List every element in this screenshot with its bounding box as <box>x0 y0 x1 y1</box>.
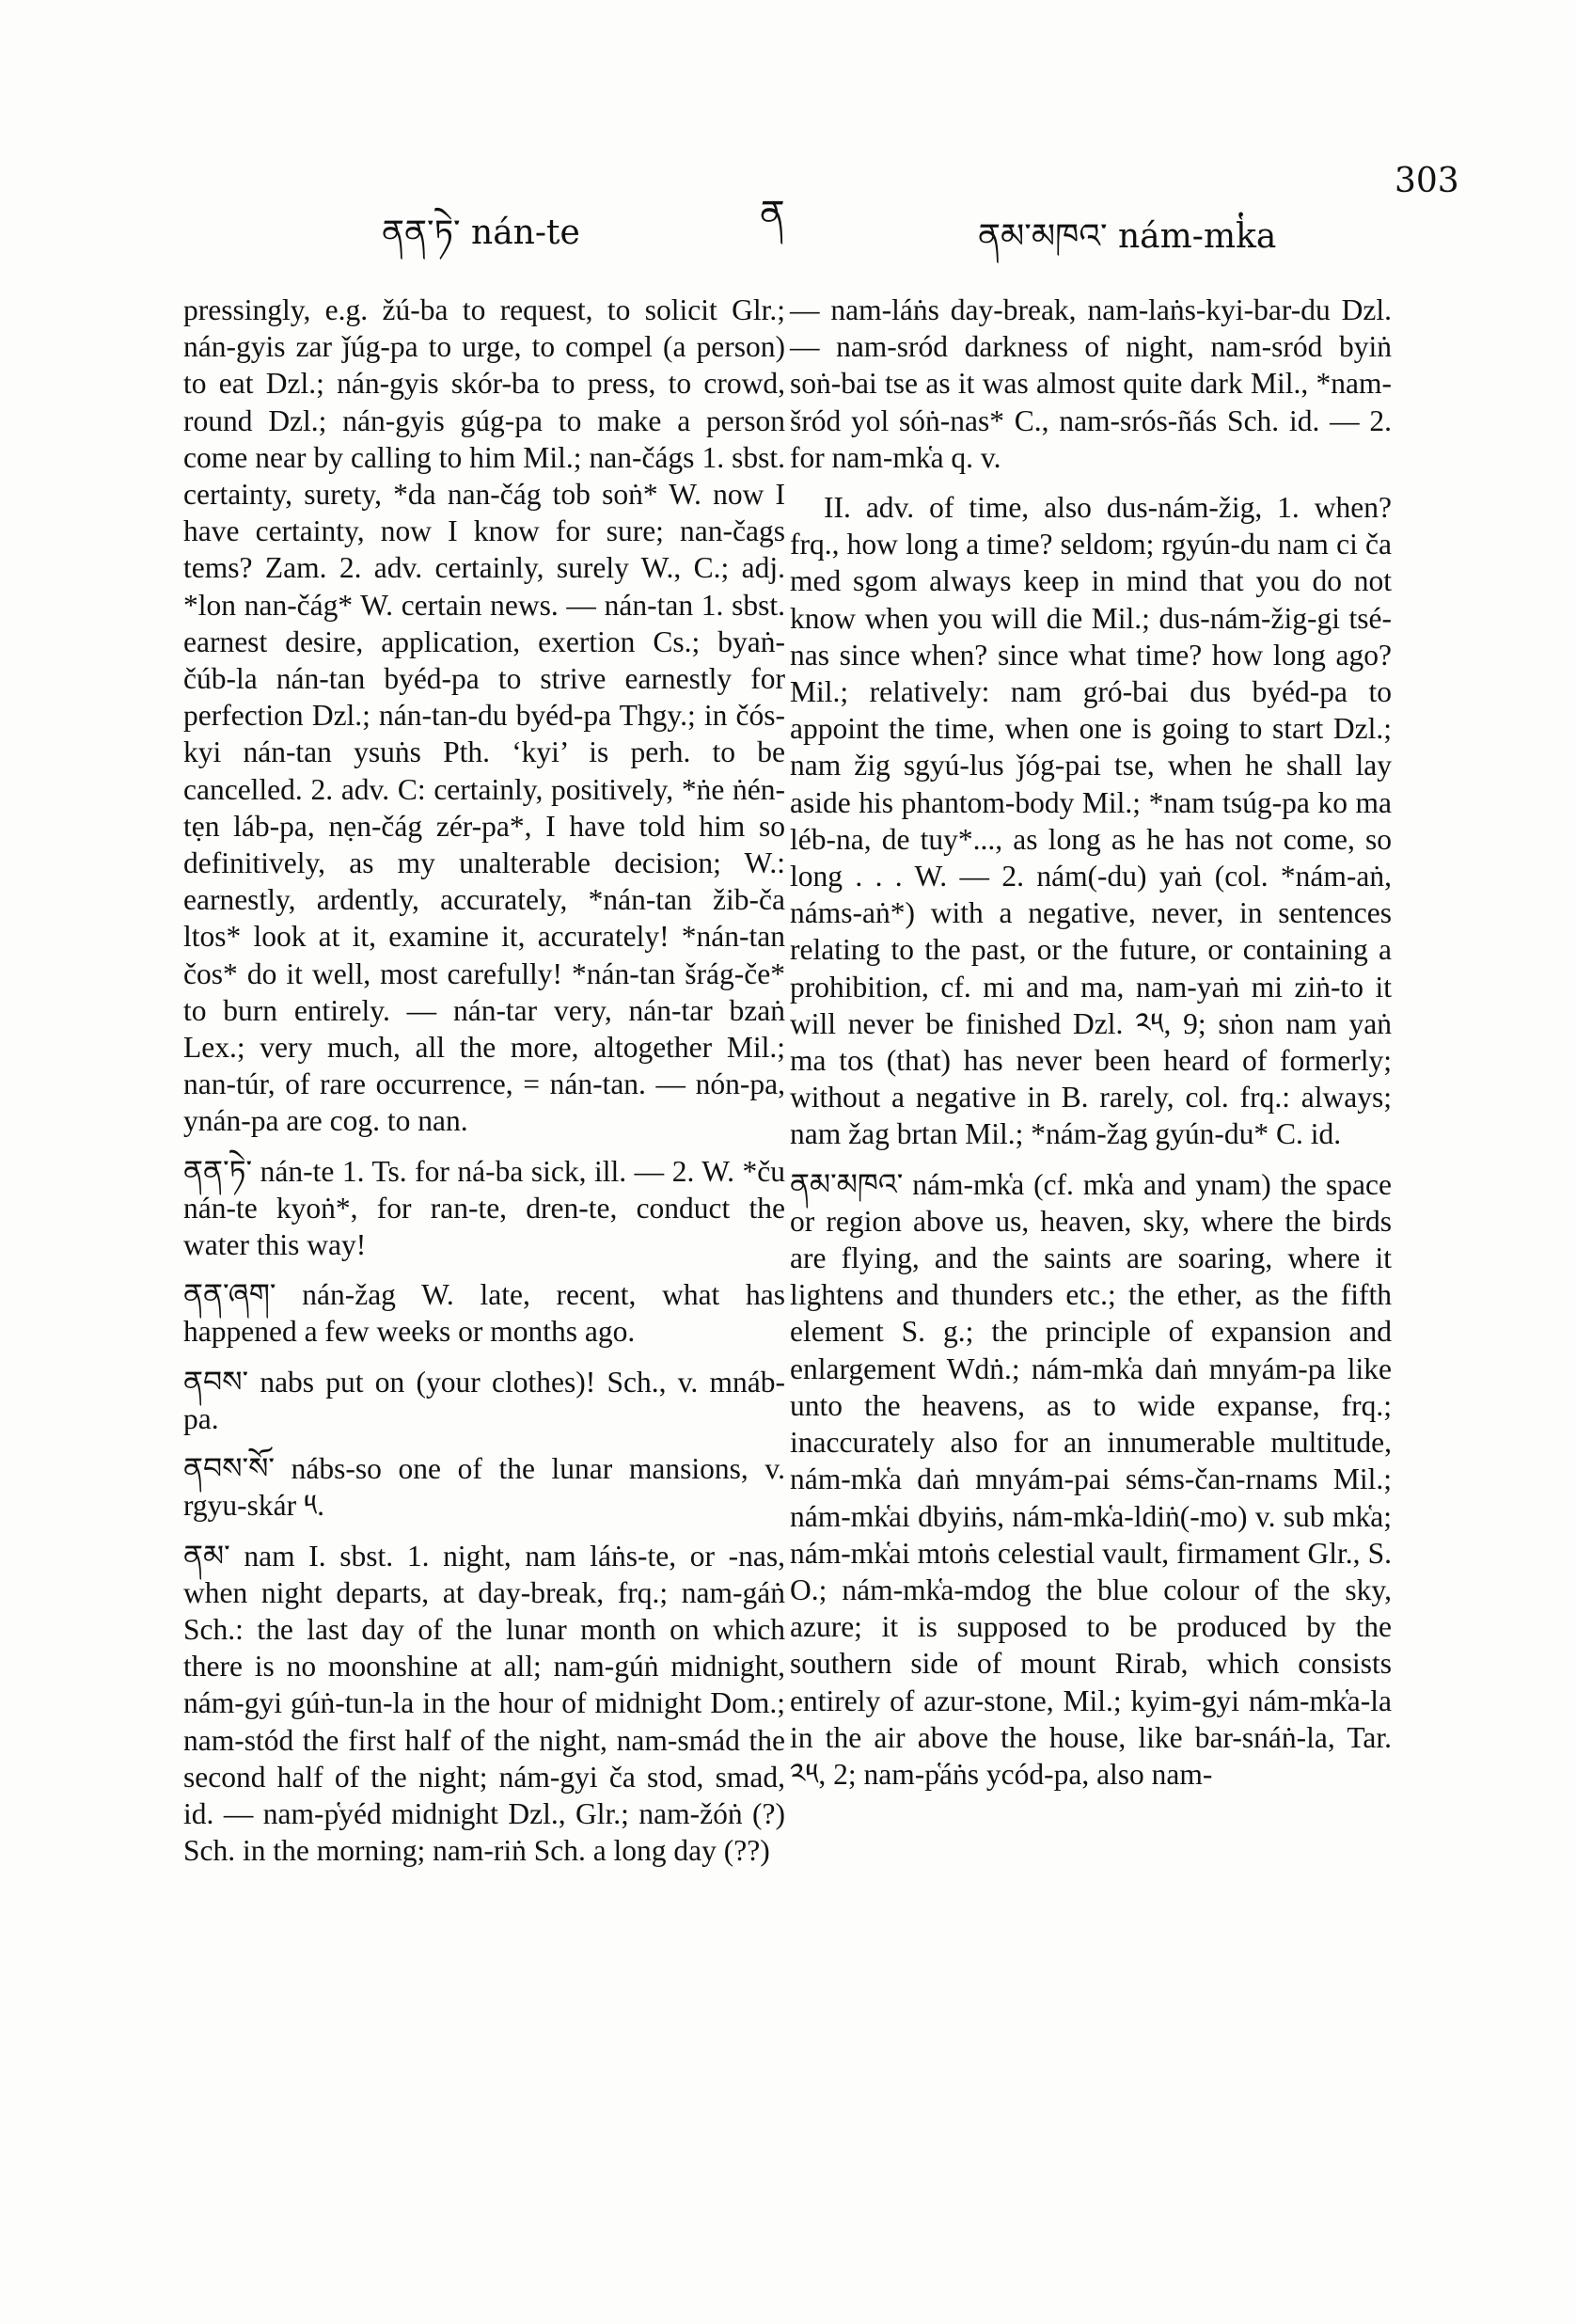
entry-nabs: ནབས་ nabs put on (your clothes)! Sch., v. mnáb-pa. <box>183 1365 785 1435</box>
entry-nam-mkha: ནམ་མཁའ་ nám-mk̔a (cf. mk̔a and ynam) the space or region above us, heaven, sky, where the birds are flying, and the saints are soaring, where it lightens and thunders etc.; the ether, as the fifth element S. g.; the principle of expansion and enlargement Wdṅ.; nám-mk̔a daṅ mnyám-pa like unto the heavens, as to wide expanse, frq.; inaccurately also for an innumerable multitude, nám-mk̔a daṅ mnyám-pai séms-čan-rnams Mil.; nám-mk̔ai dbyiṅs, nám-mk̔a-ldiṅ(-mo) v. sub mk̔a; nám-mk̔ai mtoṅs celestial vault, firmament Glr., S. O.; nám-mk̔a-mdog the blue colour of the sky, azure; it is supposed to be produced by the southern side of mount Rirab, which consists entirely of azur-stone, Mil.; kyim-gyi nám-mk̔a-la in the air above the house, like bar-snáṅ-la, Tar. ༢༥, 2; nam-p̔áṅs ycód-pa, also nam- <box>790 1167 1392 1791</box>
running-head-right: ནམ་མཁའ་ nám-mk̔a <box>978 217 1277 256</box>
entry-nan-zag: ནན་ཞག་ nán-žag W. late, recent, what has happened a few weeks or months ago. <box>183 1278 785 1349</box>
entry-nam-continuation: — nam-láṅs day-break, nam-laṅs-kyi-bar-du Dzl. — nam-sród darkness of night, nam-sród byiṅ soṅ-bai tse as it was almost quite dark Mil., *nam-šród yol sóṅ-nas* C., nam-srós-ñás Sch. id. — 2. for nam-mk̔a q. v. <box>790 293 1392 474</box>
page-number: 303 <box>1395 162 1459 200</box>
running-head-left: ནན་ཏེ་ nán-te <box>382 213 580 252</box>
section-letter: ན <box>760 193 785 236</box>
entry-continuation: pressingly, e.g. žú-ba to request, to solicit Glr.; nán-gyis zar ǰúg-pa to urge, to compel (a person) to eat Dzl.; nán-gyis skór-ba to press, to crowd, round Dzl.; nán-gyis gúg-pa to make a person come near by calling to him Mil.; nan-čágs 1. sbst. certainty, surety, *da nan-čág tob soṅ* W. now I have certainty, now I know for sure; nan-čags tems? Zam. 2. adv. certainly, surely W., C.; adj. *lon nan-čág* W. certain news. — nán-tan 1. sbst. earnest desire, application, exertion Cs.; byaṅ-čúb-la nán-tan byéd-pa to strive earnestly for perfection Dzl.; nán-tan-du byéd-pa Thgy.; in čós-kyi nán-tan ysuṅs Pth. ‘kyi’ is perh. to be cancelled. 2. adv. C: certainly, positively, *ṅe ṅén-tẹn láb-pa, nẹn-čág zér-pa*, I have told him so definitively, as my unalterable decision; W.: earnestly, ardently, accurately, *nán-tan žib-ča ltos* look at it, examine it, accurately! *nán-tan čos* do it well, most carefully! *nán-tan šrág-če* to burn entirely. — nán-tar very, nán-tar bzaṅ Lex.; very much, all the more, altogether Mil.; nan-túr, of rare occurrence, = nán-tan. — nón-pa, ynán-pa are cog. to nan. <box>183 293 785 1138</box>
entry-nam: ནམ་ nam I. sbst. 1. night, nam láṅs-te, or -nas, when night departs, at day-break, frq.; nam-gáṅ Sch.: the last day of the lunar month on which there is no moonshine at all; nam-gúṅ midnight, nám-gyi gúṅ-tun-la in the hour of midnight Dom.; nam-stód the first half of the night, nam-smád the second half of the night; nám-gyi ča stod, smad, id. — nam-p̔yéd midnight Dzl., Glr.; nam-žóṅ (?) Sch. in the morning; nam-riṅ Sch. a long day (??) <box>183 1539 785 1868</box>
entry-nan-te: ནན་ཏེ་ nán-te 1. Ts. for ná-ba sick, ill. — 2. W. *ču nán-te kyoṅ*, for ran-te, dren-te, conduct the water this way! <box>183 1154 785 1262</box>
entry-nam-adverb: II. adv. of time, also dus-nám-žig, 1. when? frq., how long a time? seldom; rgyún-du nam ci ča med sgom always keep in mind that you do not know when you will die Mil.; dus-nám-žig-gi tsé-nas since when? since what time? how long ago? Mil.; relatively: nam gró-bai dus byéd-pa to appoint the time, when one is going to start Dzl.; nam žig sgyú-lus ǰóg-pai tse, when he shall lay aside his phantom-body Mil.; *nam tsúg-pa ko ma léb-na, de tuy*..., as long as he has not come, so long . . . W. — 2. nám(-du) yaṅ (col. *nám-aṅ, náms-aṅ*) with a negative, never, in sentences relating to the past, or the future, or containing a prohibition, cf. mi and ma, nam-yaṅ mi ziṅ-to it will never be finished Dzl. ༢༥, 9; sṅon nam yaṅ ma tos (that) has never been heard of formerly; without a negative in B. rarely, col. frq.: always; nam žag brtan Mil.; *nám-žag gyún-du* C. id. <box>790 491 1392 1151</box>
left-column <box>183 292 785 1869</box>
right-column <box>790 292 1392 1793</box>
entry-nabs-so: ནབས་སོ་ nábs-so one of the lunar mansions, v. rgyu-skár ༥. <box>183 1452 785 1523</box>
